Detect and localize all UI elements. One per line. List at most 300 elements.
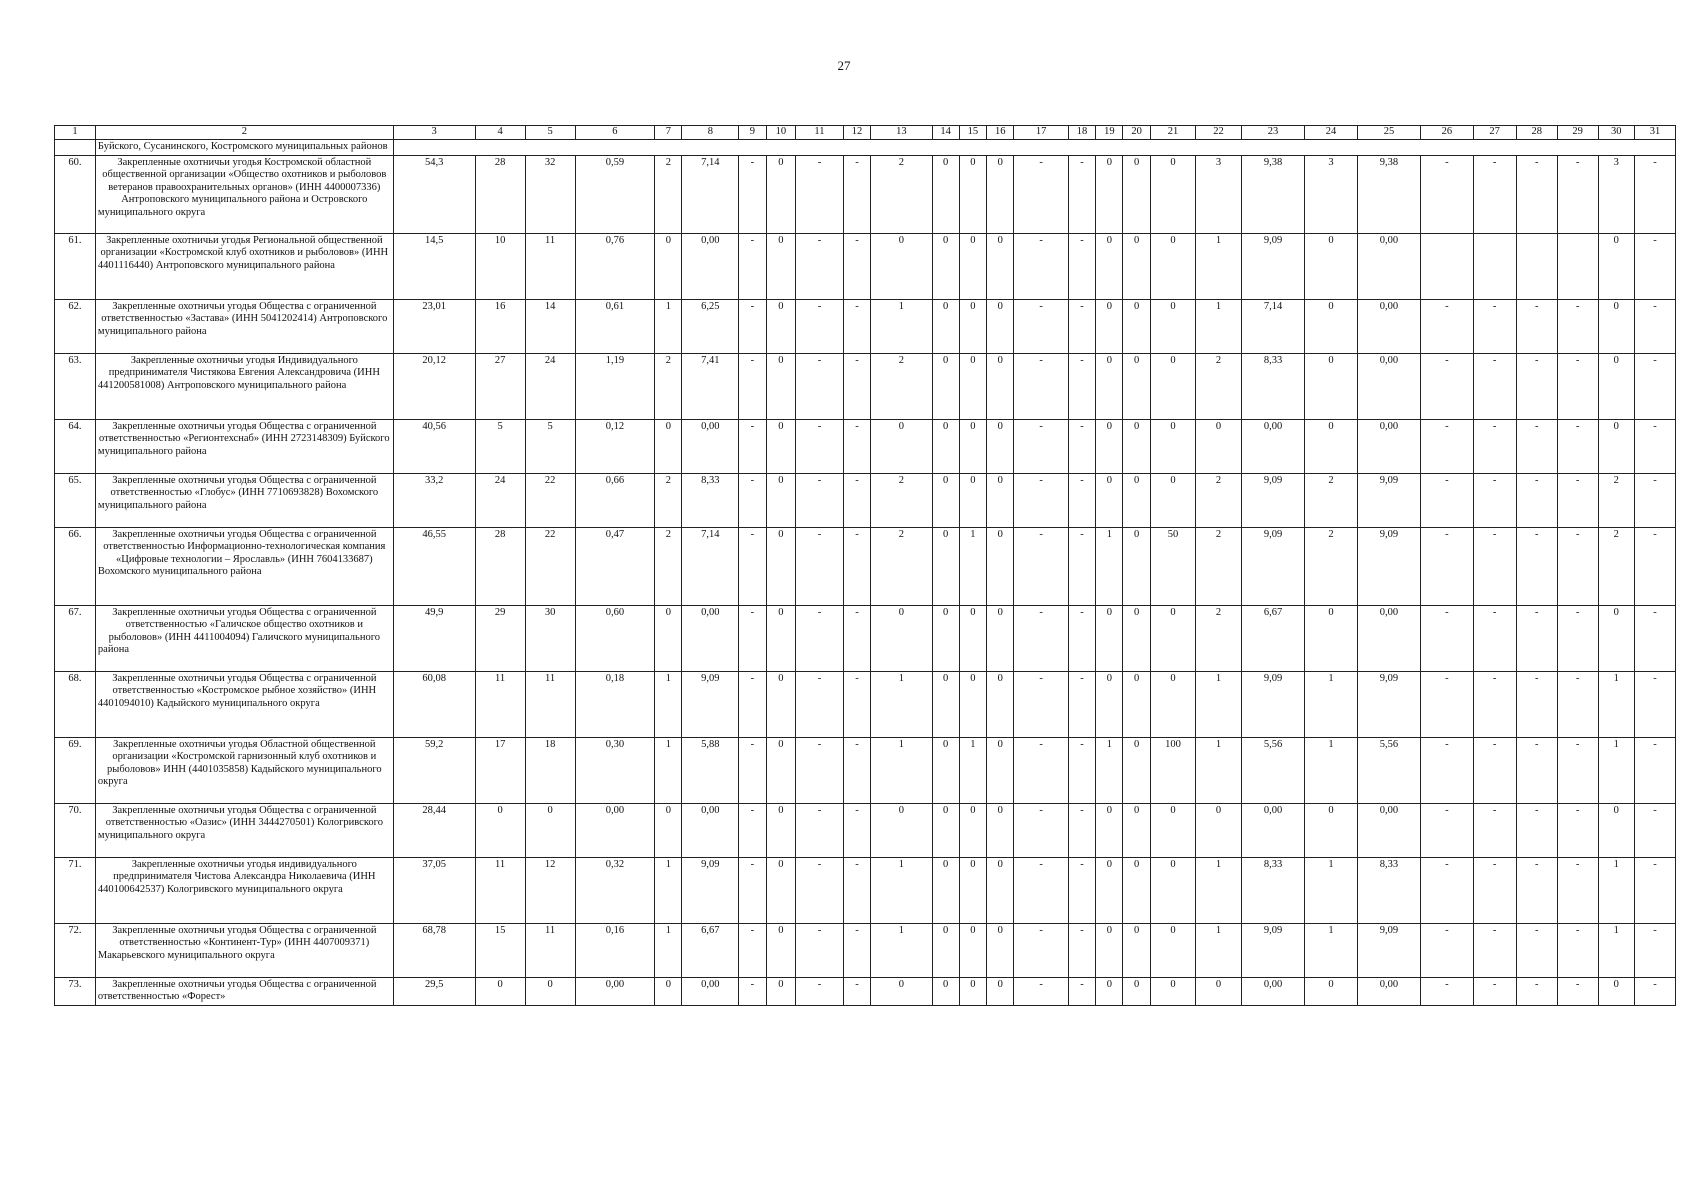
value-cell: 0 <box>1305 977 1357 1005</box>
value-cell: 0 <box>959 803 986 857</box>
value-cell: - <box>796 605 844 671</box>
value-cell: - <box>739 605 766 671</box>
value-cell: - <box>1557 671 1598 737</box>
description-cell: Закрепленные охотничьи угодья Региональной общественной организации «Костромской клуб охотников и рыболовов» (ИНН 4401116440) Антроповского муниципального района <box>95 233 393 299</box>
value-cell: - <box>1014 527 1069 605</box>
value-cell: - <box>796 155 844 233</box>
value-cell: 1 <box>1196 299 1241 353</box>
value-cell: - <box>1516 977 1557 1005</box>
value-cell: - <box>1068 353 1095 419</box>
value-cell: - <box>843 857 870 923</box>
value-cell: 0 <box>1598 605 1634 671</box>
value-cell: 5 <box>475 419 525 473</box>
value-cell: - <box>1014 923 1069 977</box>
value-cell: - <box>1473 671 1516 737</box>
value-cell: 0 <box>1123 977 1150 1005</box>
description-cell: Закрепленные охотничьи угодья Общества с ограниченной ответственностью «Форест» <box>95 977 393 1005</box>
value-cell: - <box>1068 977 1095 1005</box>
value-cell: - <box>796 473 844 527</box>
hunting-grounds-table <box>54 125 1676 1006</box>
value-cell: 11 <box>475 671 525 737</box>
value-cell: 0 <box>1196 803 1241 857</box>
table-row <box>55 605 1676 671</box>
value-cell: 0,00 <box>682 977 739 1005</box>
value-cell: - <box>1516 419 1557 473</box>
value-cell: 9,09 <box>1357 923 1421 977</box>
column-header: 20 <box>1123 126 1150 140</box>
value-cell: 32 <box>525 155 575 233</box>
value-cell: 0 <box>932 299 959 353</box>
value-cell: 2 <box>655 473 682 527</box>
table-row <box>55 353 1676 419</box>
value-cell: - <box>739 737 766 803</box>
value-cell: 16 <box>475 299 525 353</box>
value-cell <box>1421 233 1473 299</box>
value-cell: 7,14 <box>682 527 739 605</box>
value-cell: 0 <box>525 803 575 857</box>
description-cell: Закрепленные охотничьи угодья Общества с ограниченной ответственностью «Оазис» (ИНН 3444270501) Кологривского муниципального округа <box>95 803 393 857</box>
value-cell: 9,09 <box>1241 671 1305 737</box>
value-cell: 0 <box>1150 857 1195 923</box>
value-cell: 1 <box>1096 737 1123 803</box>
value-cell: 9,09 <box>1241 473 1305 527</box>
value-cell: 0 <box>932 923 959 977</box>
value-cell: 2 <box>1196 353 1241 419</box>
value-cell: 9,09 <box>682 857 739 923</box>
value-cell: 1,19 <box>575 353 655 419</box>
value-cell: 0 <box>1150 299 1195 353</box>
value-cell: - <box>1634 233 1675 299</box>
value-cell: 0 <box>1150 353 1195 419</box>
page-number: 27 <box>837 58 851 73</box>
value-cell: - <box>1068 527 1095 605</box>
value-cell: 0 <box>871 233 932 299</box>
value-cell: 1 <box>655 857 682 923</box>
value-cell: 0 <box>871 803 932 857</box>
value-cell: - <box>1068 155 1095 233</box>
value-cell: 8,33 <box>682 473 739 527</box>
value-cell: 28,44 <box>393 803 475 857</box>
column-header: 19 <box>1096 126 1123 140</box>
value-cell: 0,00 <box>1357 233 1421 299</box>
value-cell: 6,67 <box>682 923 739 977</box>
value-cell: - <box>1516 803 1557 857</box>
row-number-cell: 73. <box>55 977 96 1005</box>
value-cell: 0 <box>766 857 796 923</box>
value-cell: - <box>1557 803 1598 857</box>
value-cell: 0 <box>1123 857 1150 923</box>
value-cell: 24 <box>525 353 575 419</box>
value-cell: 0,66 <box>575 473 655 527</box>
value-cell: - <box>1516 155 1557 233</box>
value-cell: - <box>739 299 766 353</box>
column-header: 25 <box>1357 126 1421 140</box>
value-cell: 0 <box>655 233 682 299</box>
value-cell: 0 <box>1123 233 1150 299</box>
value-cell: 0 <box>1123 353 1150 419</box>
value-cell: 29,5 <box>393 977 475 1005</box>
value-cell: 0,16 <box>575 923 655 977</box>
row-number-cell: 69. <box>55 737 96 803</box>
column-header: 8 <box>682 126 739 140</box>
column-header: 10 <box>766 126 796 140</box>
value-cell: 0 <box>932 473 959 527</box>
value-cell: 40,56 <box>393 419 475 473</box>
value-cell: 2 <box>655 527 682 605</box>
value-cell: 0,00 <box>1357 419 1421 473</box>
value-cell: - <box>1473 803 1516 857</box>
value-cell: - <box>1014 353 1069 419</box>
value-cell: 0 <box>525 977 575 1005</box>
value-cell: 28 <box>475 155 525 233</box>
value-cell: 0,00 <box>575 977 655 1005</box>
value-cell: 29 <box>475 605 525 671</box>
value-cell: 1 <box>959 527 986 605</box>
value-cell: - <box>1014 977 1069 1005</box>
value-cell: 0 <box>766 527 796 605</box>
value-cell: 2 <box>1196 605 1241 671</box>
value-cell: 1 <box>1196 671 1241 737</box>
value-cell: - <box>796 527 844 605</box>
value-cell: 24 <box>475 473 525 527</box>
value-cell: 1 <box>1196 857 1241 923</box>
value-cell: 5,88 <box>682 737 739 803</box>
value-cell: - <box>1557 527 1598 605</box>
row-number-cell: 70. <box>55 803 96 857</box>
value-cell: - <box>1634 737 1675 803</box>
value-cell: - <box>1473 923 1516 977</box>
value-cell: - <box>1421 803 1473 857</box>
value-cell: 0 <box>932 419 959 473</box>
value-cell: 1 <box>655 671 682 737</box>
value-cell: 3 <box>1196 155 1241 233</box>
value-cell: - <box>1634 299 1675 353</box>
value-cell: - <box>796 857 844 923</box>
value-cell: 0 <box>766 155 796 233</box>
description-cell: Закрепленные охотничьи угодья Областной общественной организации «Костромской гарнизонный клуб охотников и рыболовов» ИНН (4401035858) Кадыйского муниципального округа <box>95 737 393 803</box>
value-cell: - <box>1634 419 1675 473</box>
value-cell: 15 <box>475 923 525 977</box>
value-cell: 0 <box>475 977 525 1005</box>
value-cell: 8,33 <box>1357 857 1421 923</box>
value-cell: - <box>796 977 844 1005</box>
value-cell: - <box>739 857 766 923</box>
value-cell: 28 <box>475 527 525 605</box>
value-cell: - <box>1634 155 1675 233</box>
value-cell: 0 <box>987 923 1014 977</box>
row-number-cell: 62. <box>55 299 96 353</box>
value-cell: 1 <box>871 671 932 737</box>
value-cell: - <box>1068 803 1095 857</box>
value-cell: - <box>1473 977 1516 1005</box>
value-cell: - <box>1421 527 1473 605</box>
value-cell: - <box>1014 737 1069 803</box>
value-cell: - <box>739 671 766 737</box>
value-cell: 2 <box>655 155 682 233</box>
value-cell: - <box>1014 605 1069 671</box>
value-cell: 0 <box>959 605 986 671</box>
value-cell: - <box>739 233 766 299</box>
value-cell: 0 <box>1123 155 1150 233</box>
value-cell: 0 <box>766 737 796 803</box>
value-cell: 9,38 <box>1357 155 1421 233</box>
value-cell: - <box>843 233 870 299</box>
value-cell: 0,18 <box>575 671 655 737</box>
value-cell: - <box>843 671 870 737</box>
table-row <box>55 977 1676 1005</box>
value-cell: - <box>739 923 766 977</box>
value-cell: 27 <box>475 353 525 419</box>
value-cell: 0 <box>1123 473 1150 527</box>
value-cell: - <box>1473 527 1516 605</box>
column-header: 23 <box>1241 126 1305 140</box>
column-header: 21 <box>1150 126 1195 140</box>
value-cell: 9,09 <box>682 671 739 737</box>
value-cell: 0 <box>932 737 959 803</box>
value-cell: - <box>739 803 766 857</box>
value-cell: - <box>1068 419 1095 473</box>
value-cell: - <box>1014 155 1069 233</box>
value-cell: 0 <box>1150 923 1195 977</box>
value-cell: - <box>1068 923 1095 977</box>
value-cell: 0 <box>959 473 986 527</box>
value-cell: 8,33 <box>1241 353 1305 419</box>
value-cell: - <box>1014 803 1069 857</box>
value-cell: 0 <box>766 923 796 977</box>
value-cell: 0 <box>1150 803 1195 857</box>
value-cell: - <box>1421 977 1473 1005</box>
table-row <box>55 737 1676 803</box>
description-cell: Закрепленные охотничьи угодья Общества с ограниченной ответственностью «Костромское рыбное хозяйство» (ИНН 4401094010) Кадыйского муниципального округа <box>95 671 393 737</box>
description-cell: Закрепленные охотничьи угодья Общества с ограниченной ответственностью «Галичское общество охотников и рыболовов» (ИНН 4411004094) Галичского муниципального района <box>95 605 393 671</box>
value-cell: 0,59 <box>575 155 655 233</box>
column-header: 29 <box>1557 126 1598 140</box>
value-cell: - <box>1473 155 1516 233</box>
value-cell: 9,09 <box>1241 233 1305 299</box>
value-cell: 0,00 <box>575 803 655 857</box>
value-cell: 100 <box>1150 737 1195 803</box>
value-cell: - <box>739 419 766 473</box>
value-cell: 0 <box>932 671 959 737</box>
value-cell: 5,56 <box>1241 737 1305 803</box>
description-cell: Закрепленные охотничьи угодья Индивидуального предпринимателя Чистякова Евгения Александровича (ИНН 441200581008) Антроповского муниципального района <box>95 353 393 419</box>
value-cell: 1 <box>871 299 932 353</box>
value-cell: - <box>1068 299 1095 353</box>
value-cell: 0,60 <box>575 605 655 671</box>
row-number-cell: 66. <box>55 527 96 605</box>
value-cell: - <box>1014 857 1069 923</box>
value-cell: - <box>739 473 766 527</box>
value-cell: 1 <box>1196 737 1241 803</box>
value-cell: 8,33 <box>1241 857 1305 923</box>
value-cell: - <box>1421 737 1473 803</box>
value-cell: 1 <box>871 923 932 977</box>
value-cell: 0 <box>1150 473 1195 527</box>
value-cell: 0 <box>959 857 986 923</box>
column-header: 9 <box>739 126 766 140</box>
value-cell: - <box>1634 605 1675 671</box>
value-cell: - <box>843 353 870 419</box>
description-cell: Закрепленные охотничьи угодья Общества с ограниченной ответственностью «Регионтехснаб» (ИНН 2723148309) Буйского муниципального района <box>95 419 393 473</box>
value-cell: 0 <box>1598 803 1634 857</box>
value-cell: 0 <box>1123 419 1150 473</box>
value-cell: 0 <box>1598 353 1634 419</box>
description-cell: Закрепленные охотничьи угодья индивидуального предпринимателя Чистова Александра Николаевича (ИНН 440100642537) Кологривского муниципального округа <box>95 857 393 923</box>
value-cell: - <box>1634 857 1675 923</box>
table-row <box>55 803 1676 857</box>
value-cell <box>1516 233 1557 299</box>
value-cell: - <box>796 299 844 353</box>
value-cell: 2 <box>1196 473 1241 527</box>
column-header: 28 <box>1516 126 1557 140</box>
value-cell: 0,00 <box>1357 977 1421 1005</box>
value-cell: 0,12 <box>575 419 655 473</box>
value-cell: 9,09 <box>1241 527 1305 605</box>
column-header: 17 <box>1014 126 1069 140</box>
value-cell: 0 <box>1096 233 1123 299</box>
value-cell: 0 <box>1123 923 1150 977</box>
value-cell: 1 <box>1096 527 1123 605</box>
description-cell: Закрепленные охотничьи угодья Общества с ограниченной ответственностью «Глобус» (ИНН 7710693828) Вохомского муниципального района <box>95 473 393 527</box>
value-cell: 0 <box>932 233 959 299</box>
value-cell: - <box>1068 737 1095 803</box>
value-cell: - <box>1516 857 1557 923</box>
value-cell: 2 <box>1305 473 1357 527</box>
value-cell: - <box>843 419 870 473</box>
value-cell: 2 <box>871 155 932 233</box>
value-cell: 14 <box>525 299 575 353</box>
value-cell: - <box>843 605 870 671</box>
description-cell: Закрепленные охотничьи угодья Общества с ограниченной ответственностью Информационно-технологическая компания «Цифровые технологии – Ярославль» (ИНН 7604133687) Вохомского муниципального района <box>95 527 393 605</box>
value-cell: - <box>1634 473 1675 527</box>
row-number-cell: 68. <box>55 671 96 737</box>
value-cell: 2 <box>1598 527 1634 605</box>
value-cell: 0 <box>1096 671 1123 737</box>
value-cell: 0 <box>1096 803 1123 857</box>
value-cell: 1 <box>1196 923 1241 977</box>
value-cell: 1 <box>655 737 682 803</box>
value-cell: 0 <box>1096 299 1123 353</box>
table-row <box>55 155 1676 233</box>
value-cell: - <box>1557 737 1598 803</box>
value-cell: 20,12 <box>393 353 475 419</box>
value-cell: 0 <box>959 419 986 473</box>
value-cell: 0 <box>1096 605 1123 671</box>
value-cell: 0 <box>1598 233 1634 299</box>
value-cell: 33,2 <box>393 473 475 527</box>
value-cell: 3 <box>1305 155 1357 233</box>
value-cell: 18 <box>525 737 575 803</box>
value-cell: - <box>843 299 870 353</box>
value-cell: - <box>796 233 844 299</box>
value-cell: - <box>1421 353 1473 419</box>
value-cell: 0 <box>766 353 796 419</box>
value-cell: - <box>796 671 844 737</box>
table-row <box>55 473 1676 527</box>
value-cell: 0 <box>987 803 1014 857</box>
value-cell: 0 <box>932 857 959 923</box>
value-cell: - <box>1068 233 1095 299</box>
value-cell: 0 <box>987 857 1014 923</box>
value-cell: 2 <box>1598 473 1634 527</box>
value-cell: 0 <box>871 977 932 1005</box>
value-cell: 1 <box>871 857 932 923</box>
value-cell: - <box>796 353 844 419</box>
column-header: 4 <box>475 126 525 140</box>
value-cell: - <box>1557 857 1598 923</box>
value-cell: - <box>1634 527 1675 605</box>
value-cell: 0 <box>987 605 1014 671</box>
value-cell: 11 <box>475 857 525 923</box>
value-cell: 0 <box>655 605 682 671</box>
row-number-cell: 71. <box>55 857 96 923</box>
table-row <box>55 527 1676 605</box>
value-cell: 0 <box>1096 977 1123 1005</box>
value-cell: 0 <box>932 353 959 419</box>
column-header: 5 <box>525 126 575 140</box>
continuation-text: Буйского, Сусанинского, Костромского муниципальных районов <box>95 140 393 156</box>
value-cell: 12 <box>525 857 575 923</box>
value-cell: 1 <box>655 299 682 353</box>
value-cell: 0,00 <box>682 419 739 473</box>
value-cell: - <box>1014 419 1069 473</box>
column-header: 1 <box>55 126 96 140</box>
value-cell: 0 <box>959 299 986 353</box>
value-cell: 0 <box>766 671 796 737</box>
table-row <box>55 233 1676 299</box>
value-cell: 9,09 <box>1357 671 1421 737</box>
value-cell: - <box>1634 671 1675 737</box>
value-cell: 0,00 <box>1241 419 1305 473</box>
value-cell: - <box>1068 857 1095 923</box>
value-cell: 0 <box>655 419 682 473</box>
column-header: 16 <box>987 126 1014 140</box>
value-cell: 0 <box>1150 155 1195 233</box>
value-cell: - <box>1516 923 1557 977</box>
value-cell: 46,55 <box>393 527 475 605</box>
value-cell: 0 <box>871 419 932 473</box>
value-cell: 1 <box>1196 233 1241 299</box>
value-cell: 0,30 <box>575 737 655 803</box>
value-cell: 0 <box>1196 419 1241 473</box>
value-cell: 0 <box>959 923 986 977</box>
value-cell: - <box>1634 803 1675 857</box>
value-cell: 0 <box>1096 155 1123 233</box>
value-cell: 0 <box>1305 419 1357 473</box>
value-cell: 60,08 <box>393 671 475 737</box>
value-cell: - <box>1473 857 1516 923</box>
value-cell: 9,09 <box>1357 473 1421 527</box>
value-cell: - <box>1557 923 1598 977</box>
value-cell: 7,14 <box>682 155 739 233</box>
value-cell: 0 <box>1096 857 1123 923</box>
value-cell <box>1557 233 1598 299</box>
value-cell: 0 <box>655 803 682 857</box>
value-cell: 11 <box>525 671 575 737</box>
value-cell: 0 <box>1305 299 1357 353</box>
column-header: 24 <box>1305 126 1357 140</box>
column-header: 11 <box>796 126 844 140</box>
value-cell: 0 <box>1305 233 1357 299</box>
value-cell: 0 <box>766 605 796 671</box>
column-header: 3 <box>393 126 475 140</box>
value-cell: - <box>1014 473 1069 527</box>
value-cell: 0 <box>655 977 682 1005</box>
value-cell: 1 <box>1305 857 1357 923</box>
value-cell: - <box>843 737 870 803</box>
value-cell: 11 <box>525 923 575 977</box>
column-header: 2 <box>95 126 393 140</box>
